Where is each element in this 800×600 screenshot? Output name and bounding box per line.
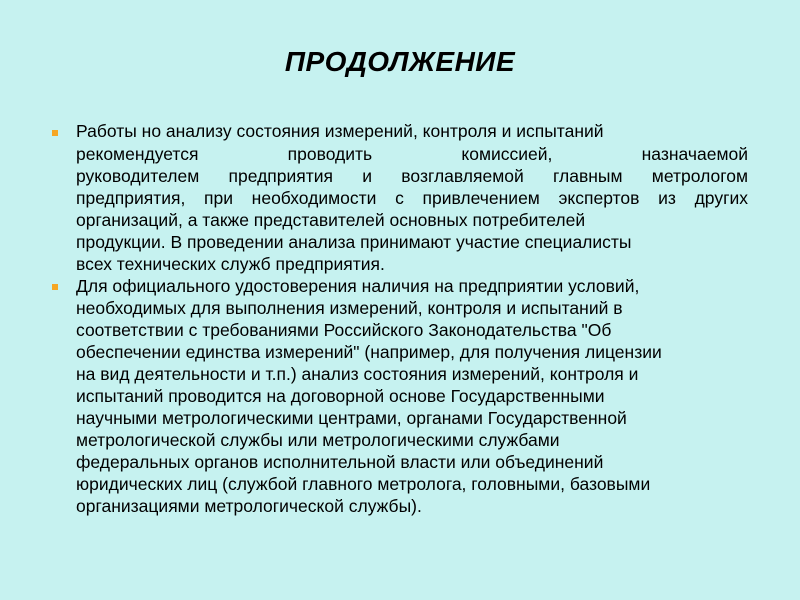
bullet-1-line-2: рекомендуется проводить комиссией, назначаемой	[76, 144, 748, 164]
bullet-1-line-6: продукции. В проведении анализа принимают участие специалисты	[76, 232, 632, 252]
bullet-1-line-1: Работы но анализу состояния измерений, контроля и испытаний	[76, 121, 604, 141]
slide-title: ПРОДОЛЖЕНИЕ	[284, 46, 516, 77]
bullet-2-line-1: Для официального удостоверения наличия на предприятии условий,	[76, 276, 640, 296]
bullet-1-line-3: руководителем предприятия и возглавляемой главным метрологом	[76, 166, 748, 186]
bullet-2-line-8: метрологической службы или метрологическими службами	[76, 430, 560, 450]
bullet-2-line-3: соответствии с требованиями Российского Законодательства "Об	[76, 320, 612, 340]
bullet-marker	[52, 284, 58, 290]
bullet-2-line-11: организациями метрологической службы).	[76, 496, 422, 516]
bullet-2-line-6: испытаний проводится на договорной основе Государственными	[76, 386, 605, 406]
bullet-2-line-7: научными метрологическими центрами, органами Государственной	[76, 408, 627, 428]
bullet-1-line-4: предприятия, при необходимости с привлечением экспертов из других	[76, 188, 748, 208]
bullet-1-line-5: организаций, а также представителей основных потребителей	[76, 210, 586, 230]
bullet-2-line-2: необходимых для выполнения измерений, контроля и испытаний в	[76, 298, 623, 318]
bullet-marker	[52, 130, 58, 136]
bullet-2-line-9: федеральных органов исполнительной власти или объединений	[76, 452, 604, 472]
bullet-2-line-10: юридических лиц (службой главного метролога, головными, базовыми	[76, 474, 651, 494]
bullet-2-line-5: на вид деятельности и т.п.) анализ состояния измерений, контроля и	[76, 364, 639, 384]
bullet-2-line-4: обеспечении единства измерений" (например, для получения лицензии	[76, 342, 662, 362]
bullet-1-line-7: всех технических служб предприятия.	[76, 254, 385, 274]
